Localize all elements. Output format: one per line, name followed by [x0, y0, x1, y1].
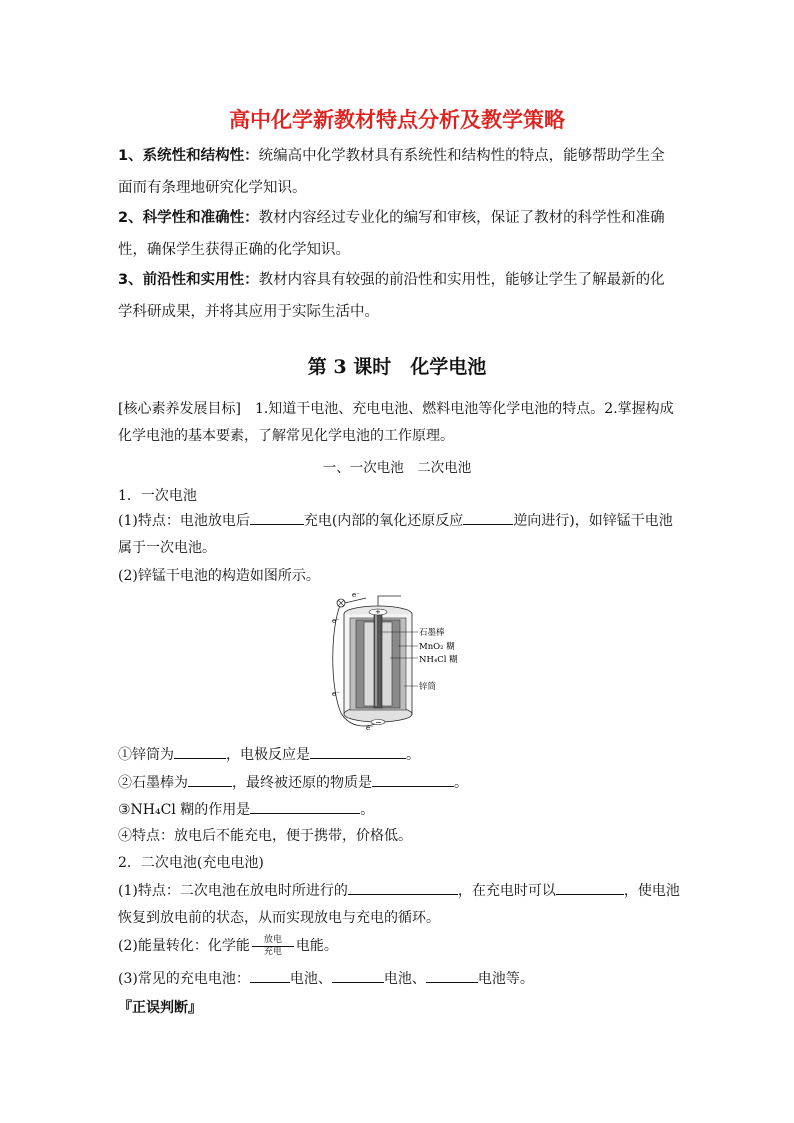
primary-feature-line-2: 属于一次电池。 [118, 540, 216, 556]
answer-blank[interactable] [426, 968, 478, 983]
feature-2-label: 2、科学性和准确性： [118, 210, 259, 226]
question-3: ③NH₄Cl 糊的作用是 。 [118, 799, 374, 819]
question-2: ②石墨棒为 ，最终被还原的物质是 。 [118, 772, 468, 792]
feature-3-text: 教材内容具有较强的前沿性和实用性，能够让学生了解最新的化学科研成果，并将其应用于实际生活中。 [118, 272, 665, 320]
primary-feature-line: (1)特点：电池放电后 充电(内部的氧化还原反应 逆向进行)，如锌锰干电池 [118, 510, 673, 530]
primary-battery-title: 1．一次电池 [118, 488, 197, 504]
electron-label: e⁻ [332, 617, 340, 625]
negative-terminal: − [375, 718, 382, 727]
core-goals [118, 396, 678, 450]
common-batteries: (3)常见的充电电池： 电池、 电池、 电池等。 [118, 968, 534, 988]
feature-1-label: 1、系统性和结构性： [118, 148, 259, 164]
answer-blank[interactable] [250, 799, 360, 814]
goals-tag: [核心素养发展目标] [118, 401, 241, 417]
graphite-rod [374, 612, 382, 708]
feature-3-label: 3、前沿性和实用性： [118, 272, 259, 288]
label-mno2: MnO₂ 糊 [419, 642, 455, 652]
answer-blank[interactable] [250, 968, 290, 983]
energy-conversion: (2)能量转化：化学能 放电 充电 电能。 [118, 934, 338, 957]
question-1: ①锌筒为 ，电极反应是 。 [118, 744, 420, 764]
answer-blank[interactable] [250, 510, 304, 525]
electron-label: e⁻ [352, 591, 360, 599]
secondary-battery-title: 2．二次电池(充电电池) [118, 855, 264, 871]
page-title: 高中化学新教材特点分析及教学策略 [229, 108, 565, 132]
feature-1 [118, 140, 678, 204]
label-zinc: 锌筒 [419, 682, 437, 692]
electron-label: e⁻ [332, 690, 340, 698]
true-false-heading: 『正误判断』 [118, 1000, 202, 1016]
answer-blank[interactable] [310, 744, 406, 759]
lesson-title: 第 3 课时 化学电池 [307, 356, 487, 378]
feature-3 [118, 264, 678, 328]
answer-blank[interactable] [463, 510, 513, 525]
answer-blank[interactable] [174, 744, 226, 759]
reversible-arrow: 放电 充电 [250, 936, 296, 957]
section-heading: 一、一次电池 二次电池 [322, 460, 472, 476]
answer-blank[interactable] [348, 880, 458, 895]
goals-text: 1.知道干电池、充电电池、燃料电池等化学电池的特点。2.掌握构成化学电池的基本要素，了解常见化学电池的工作原理。 [118, 401, 674, 444]
answer-blank[interactable] [372, 772, 454, 787]
zinc-manganese-battery-diagram [326, 588, 476, 738]
feature-1-text: 统编高中化学教材具有系统性和结构性的特点，能够帮助学生全面而有条理地研究化学知识。 [118, 148, 665, 196]
electron-label: e⁻ [366, 724, 374, 732]
feature-2 [118, 202, 678, 266]
label-nh4cl: NH₄Cl 糊 [419, 655, 458, 665]
question-4: ④特点：放电后不能充电，便于携带，价格低。 [118, 828, 412, 844]
secondary-feature-line: (1)特点：二次电池在放电时所进行的 ，在充电时可以 ，使电池 [118, 880, 680, 900]
feature-2-text: 教材内容经过专业化的编写和审核，保证了教材的科学性和准确性，确保学生获得正确的化学知识。 [118, 210, 665, 258]
secondary-feature-line-2: 恢复到放电前的状态，从而实现放电与充电的循环。 [118, 910, 440, 926]
answer-blank[interactable] [332, 968, 384, 983]
label-graphite: 石墨棒 [419, 628, 445, 638]
positive-terminal: + [375, 608, 381, 616]
answer-blank[interactable] [556, 880, 624, 895]
answer-blank[interactable] [188, 772, 232, 787]
structure-caption: (2)锌锰干电池的构造如图所示。 [118, 568, 320, 584]
